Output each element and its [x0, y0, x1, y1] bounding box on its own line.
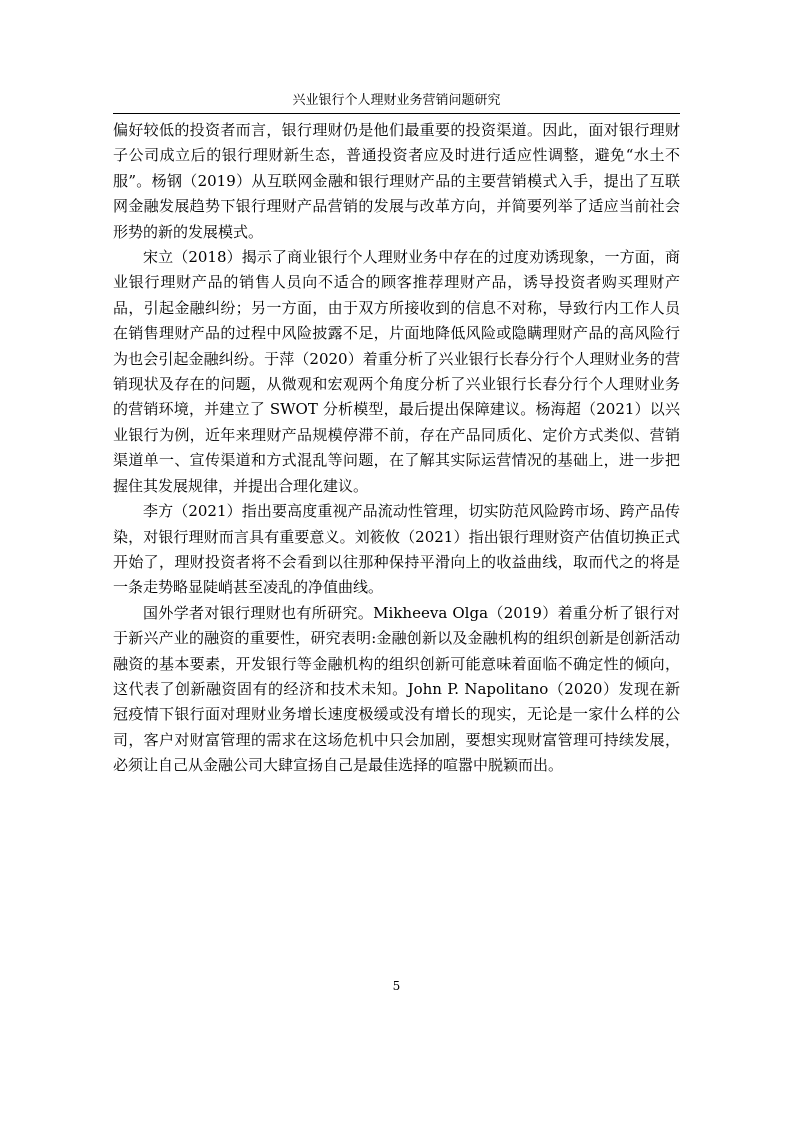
- paragraph-1: 偏好较低的投资者而言，银行理财仍是他们最重要的投资渠道。因此，面对银行理财子公司成立后的银行理财新生态，普通投资者应及时进行适应性调整，避免“水土不服”。杨钢（2019）从互联网金融和银行理财产品的主要营销模式入手，提出了互联网金融发展趋势下银行理财产品营销的发展与改革方向，并简要列举了适应当前社会形势的新的发展模式。: [113, 121, 680, 241]
- header-divider: [113, 113, 680, 114]
- page-number: 5: [392, 979, 401, 993]
- page-header-title: 兴业银行个人理财业务营销问题研究: [292, 93, 501, 108]
- paragraph-4: 国外学者对银行理财也有所研究。Mikheeva Olga（2019）着重分析了银行对于新兴产业的融资的重要性，研究表明:金融创新以及金融机构的组织创新是创新活动融资的基本要素，开发银行等金融机构的组织创新可能意味着面临不确定性的倾向，这代表了创新融资固有的经济和技术未知。John P. Napolitano（2020）发现在新冠疫情下银行面对理财业务增长速度极缓或没有增长的现实，无论是一家什么样的公司，客户对财富管理的需求在这场危机中只会加剧，要想实现财富管理可持续发展，必须让自己从金融公司大肆宣扬自己是最佳选择的喧嚣中脱颖而出。: [113, 603, 680, 775]
- paragraph-2: 宋立（2018）揭示了商业银行个人理财业务中存在的过度劝诱现象，一方面，商业银行理财产品的销售人员向不适合的顾客推荐理财产品，诱导投资者购买理财产品，引起金融纠纷；另一方面，由于双方所接收到的信息不对称，导致行内工作人员在销售理财产品的过程中风险披露不足，片面地降低风险或隐瞒理财产品的高风险行为也会引起金融纠纷。于萍（2020）着重分析了兴业银行长春分行个人理财业务的营销现状及存在的问题，从微观和宏观两个角度分析了兴业银行长春分行个人理财业务的营销环境，并建立了 SWOT 分析模型，最后提出保障建议。杨海超（2021）以兴业银行为例，近年来理财产品规模停滞不前，存在产品同质化、定价方式类似、营销渠道单一、宣传渠道和方式混乱等问题，在了解其实际运营情况的基础上，进一步把握住其发展规律，并提出合理化建议。: [113, 248, 680, 495]
- body-text: [113, 118, 680, 779]
- paragraph-3: 李方（2021）指出要高度重视产品流动性管理，切实防范风险跨市场、跨产品传染，对银行理财而言具有重要意义。刘筱攸（2021）指出银行理财资产估值切换正式开始了，理财投资者将不会看到以往那种保持平滑向上的收益曲线，取而代之的将是一条走势略显陡峭甚至凌乱的净值曲线。: [113, 502, 680, 597]
